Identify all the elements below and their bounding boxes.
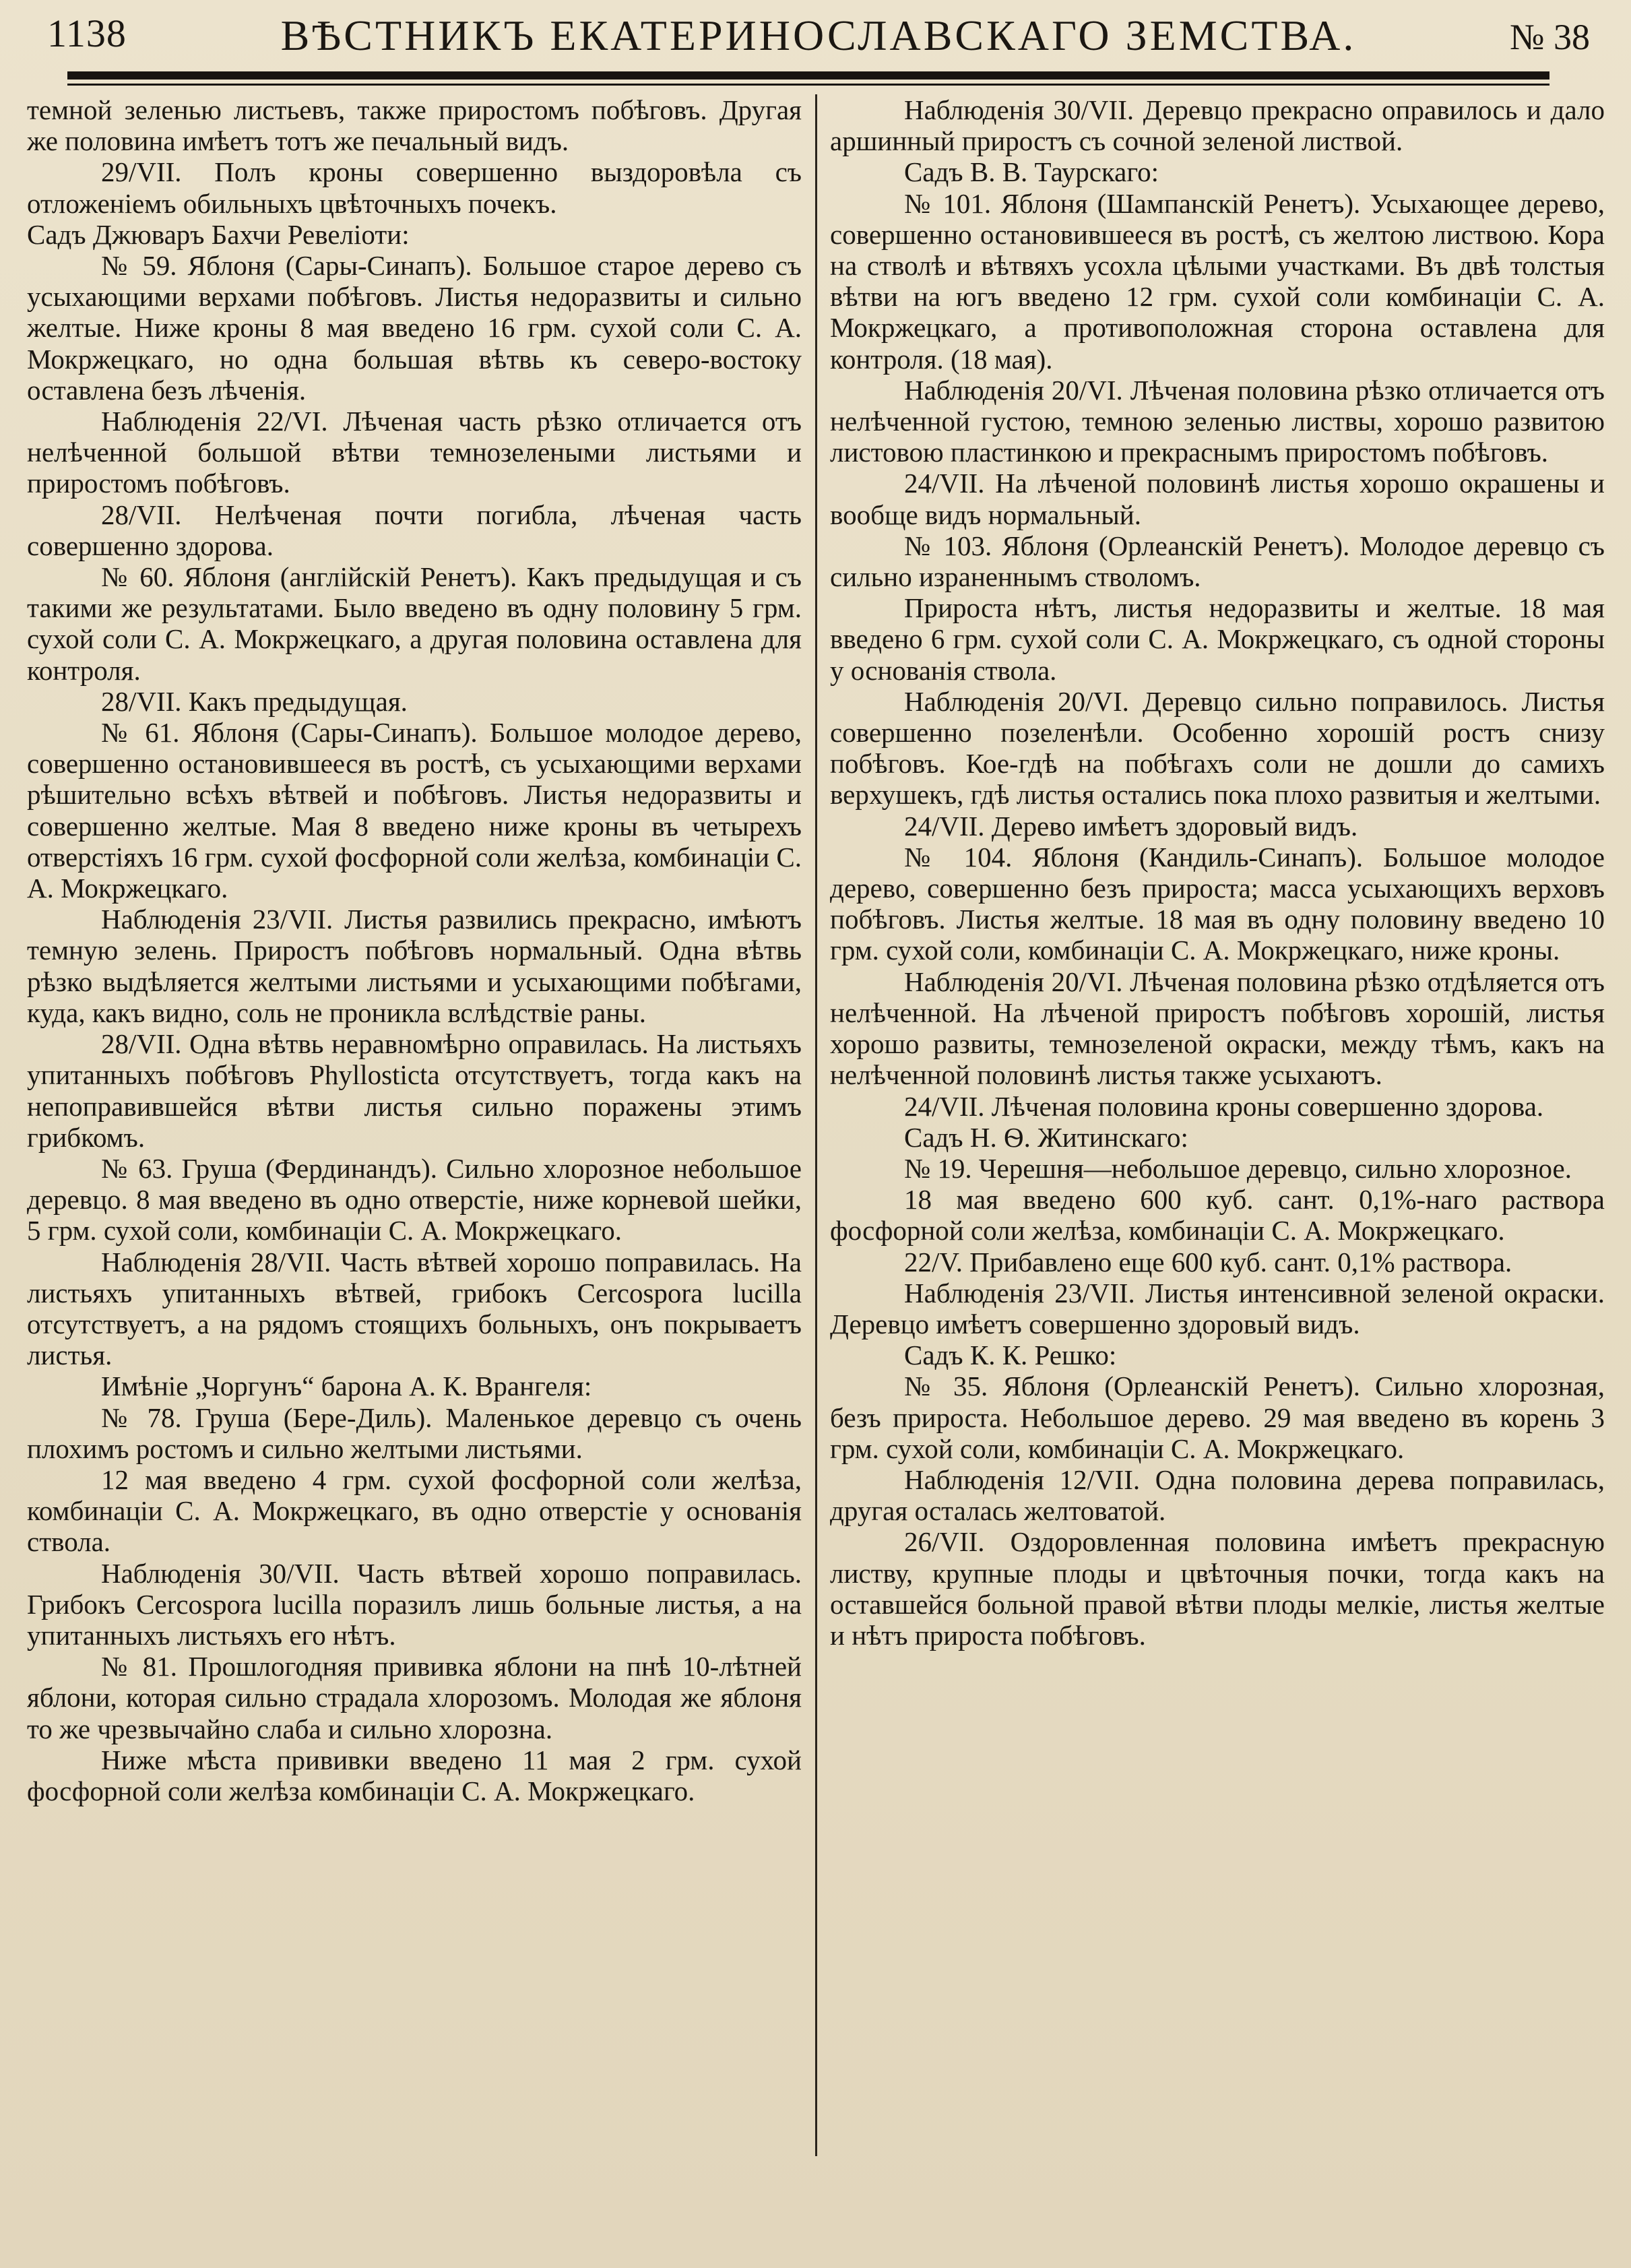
section-heading: Садъ В. В. Таурскаго:: [904, 156, 1159, 188]
issue-number: № 38: [1509, 17, 1590, 57]
column-divider: [815, 94, 817, 2156]
page-header: [47, 5, 1590, 67]
paragraph: № 59. Яблоня (Сары-Синапъ). Большое старое дерево съ усыхающими верхами побѣговъ. Листья недоразвиты и сильно желтые. Ниже кроны 8 мая введено 16 грм. сухой соли С. А. Мокржецкаго, но одна большая вѣтвь къ северо-востоку оставлена безъ лѣченія.: [27, 250, 802, 406]
paragraph: № 35. Яблоня (Орлеанскій Ренетъ). Сильно хлорозная, безъ прироста. Небольшое дерево. 29 мая введено въ корень 3 грм. сухой соли, комбинаціи С. А. Мокржецкаго.: [830, 1371, 1605, 1464]
section-heading: Имѣніе „Чоргунъ“ барона А. К. Врангеля:: [101, 1371, 592, 1402]
paragraph: 18 мая введено 600 куб. сант. 0,1%-наго раствора фосфорной соли желѣза, комбинаціи С. А. Мокржецкаго.: [830, 1184, 1605, 1247]
paragraph: Наблюденія 20/VI. Лѣченая половина рѣзко отличается отъ нелѣченной густою, темною зеленью листвы, хорошо развитою листовою пластинкою и прекраснымъ приростомъ побѣговъ.: [830, 374, 1605, 468]
paragraph: № 61. Яблоня (Сары-Синапъ). Большое молодое дерево, совершенно остановившееся въ ростѣ, съ усыхающими верхами рѣшительно всѣхъ вѣтвей и побѣговъ. Листья недоразвиты и совершенно желтые. Мая 8 введено ниже кроны въ четырехъ отверстіяхъ 16 грм. сухой фосфорной соли желѣза, комбинаціи С. А. Мокржецкаго.: [27, 717, 802, 904]
paragraph: темной зеленью листьевъ, также приростомъ побѣговъ. Другая же половина имѣетъ тотъ же печальный видъ.: [27, 94, 802, 157]
paragraph: Наблюденія 12/VII. Одна половина дерева поправилась, другая осталась желтоватой.: [830, 1463, 1605, 1527]
paragraph: 12 мая введено 4 грм. сухой фосфорной соли желѣза, комбинаціи С. А. Мокржецкаго, въ одно отверстіе у основанія ствола.: [27, 1463, 802, 1558]
paragraph: Наблюденія 30/VII. Часть вѣтвей хорошо поправилась. Грибокъ Cercospora lucilla поразилъ лишь больные листья, а на упитанныхъ листьяхъ его нѣтъ.: [27, 1557, 802, 1651]
paragraph: № 81. Прошлогодняя прививка яблони на пнѣ 10-лѣтней яблони, которая сильно страдала хлорозомъ. Молодая же яблоня то же чрезвычайно слаба и сильно хлорозна.: [27, 1651, 802, 1744]
paragraph: 24/VII. Лѣченая половина кроны совершенно здорова.: [904, 1090, 1544, 1122]
journal-title: ВѢСТНИКЪ ЕКАТЕРИНОСЛАВСКАГО ЗЕМСТВА.: [280, 11, 1357, 59]
paragraph: № 19. Черешня—небольшое деревцо, сильно хлорозное.: [904, 1152, 1572, 1184]
paragraph: Прироста нѣтъ, листья недоразвиты и желтые. 18 мая введено 6 грм. сухой соли С. А. Мокржецкаго, съ одной стороны у основанія ствола.: [830, 592, 1605, 686]
section-heading: Садъ Джюваръ Бахчи Ревеліоти:: [27, 218, 410, 250]
right-column: [830, 94, 1605, 1651]
paragraph: 29/VII. Полъ кроны совершенно выздоровѣла съ отложеніемъ обильныхъ цвѣточныхъ почекъ.: [27, 156, 802, 219]
paragraph: 22/V. Прибавлено еще 600 куб. сант. 0,1% раствора.: [904, 1246, 1512, 1278]
paragraph: Наблюденія 20/VI. Деревцо сильно поправилось. Листья совершенно позеленѣли. Особенно хорошій ростъ снизу побѣговъ. Кое-гдѣ на побѣгахъ соли не дошли до самихъ верхушекъ, гдѣ листья остались пока плохо развитыя и желтыми.: [830, 685, 1605, 811]
header-rule-thin: [67, 84, 1549, 86]
paragraph: № 63. Груша (Фердинандъ). Сильно хлорозное небольшое деревцо. 8 мая введено въ одно отверстіе, ниже корневой шейки, 5 грм. сухой соли, комбинаціи С. А. Мокржецкаго.: [27, 1152, 802, 1247]
paragraph: № 103. Яблоня (Орлеанскій Ренетъ). Молодое деревцо съ сильно израненнымъ стволомъ.: [830, 530, 1605, 593]
paragraph: 26/VII. Оздоровленная половина имѣетъ прекрасную листву, крупные плоды и цвѣточныя почки, тогда какъ на оставшейся больной правой вѣтви плоды мелкіе, листья желтые и нѣтъ прироста побѣговъ.: [830, 1526, 1605, 1651]
paragraph: № 78. Груша (Бере-Диль). Маленькое деревцо съ очень плохимъ ростомъ и сильно желтыми листьями.: [27, 1401, 802, 1464]
paragraph: 28/VII. Одна вѣтвь неравномѣрно оправилась. На листьяхъ упитанныхъ побѣговъ Phyllosticta отсутствуетъ, тогда какъ на непоправившейся вѣтви листья сильно поражены этимъ грибкомъ.: [27, 1028, 802, 1153]
paragraph: № 101. Яблоня (Шампанскій Ренетъ). Усыхающее дерево, совершенно остановившееся въ ростѣ, съ желтою листвою. Кора на стволѣ и вѣтвяхъ усохла цѣлыми участками. Въ двѣ толстыя вѣтви на югъ введено 12 грм. сухой соли комбинаціи С. А. Мокржецкаго, а противоположная сторона оставлена для контроля. (18 мая).: [830, 187, 1605, 375]
paragraph: Ниже мѣста прививки введено 11 мая 2 грм. сухой фосфорной соли желѣза комбинаціи С. А. Мокржецкаго.: [27, 1744, 802, 1806]
paragraph: 28/VII. Какъ предыдущая.: [101, 685, 408, 717]
paragraph: 28/VII. Нелѣченая почти погибла, лѣченая часть совершенно здорова.: [27, 499, 802, 561]
header-rule-thick: [67, 71, 1549, 80]
paragraph: № 104. Яблоня (Кандиль-Синапъ). Большое молодое дерево, совершенно безъ прироста; масса усыхающихъ верховъ побѣговъ. Листья желтые. 18 мая въ одну половину введено 10 грм. сухой соли, комбинаціи С. А. Мокржецкаго, ниже кроны.: [830, 841, 1605, 966]
paragraph: Наблюденія 30/VII. Деревцо прекрасно оправилось и дало аршинный приростъ съ сочной зеленой листвой.: [830, 94, 1605, 157]
paragraph: Наблюденія 23/VII. Листья развились прекрасно, имѣютъ темную зелень. Приростъ побѣговъ нормальный. Одна вѣтвь рѣзко выдѣляется желтыми листьями и усыхающими побѣгами, куда, какъ видно, соль не проникла вслѣдствіе раны.: [27, 904, 802, 1028]
section-heading: Садъ К. К. Решко:: [904, 1340, 1117, 1371]
paragraph: Наблюденія 28/VII. Часть вѣтвей хорошо поправилась. На листьяхъ упитанныхъ вѣтвей, грибокъ Cercospora lucilla отсутствуетъ, а на рядомъ стоящихъ больныхъ, онъ покрываетъ листья.: [27, 1246, 802, 1371]
page-number: 1138: [47, 11, 127, 55]
paragraph: 24/VII. На лѣченой половинѣ листья хорошо окрашены и вообще видъ нормальный.: [830, 468, 1605, 530]
paragraph: № 60. Яблоня (англійскій Ренетъ). Какъ предыдущая и съ такими же результатами. Было введено въ одну половину 5 грм. сухой соли С. А. Мокржецкаго, а другая половина оставлена для контроля.: [27, 561, 802, 686]
paragraph: Наблюденія 22/VI. Лѣченая часть рѣзко отличается отъ нелѣченной большой вѣтви темнозелеными листьями и приростомъ побѣговъ.: [27, 406, 802, 499]
paragraph: Наблюденія 23/VII. Листья интенсивной зеленой окраски. Деревцо имѣетъ совершенно здоровый видъ.: [830, 1277, 1605, 1340]
left-column: [27, 94, 802, 1806]
section-heading: Садъ Н. Ѳ. Житинскаго:: [904, 1121, 1188, 1153]
paragraph: Наблюденія 20/VI. Лѣченая половина рѣзко отдѣляется отъ нелѣченной. На лѣченой приростъ побѣговъ хорошій, листья хорошо развиты, темнозеленой окраски, между тѣмъ, какъ на нелѣченной половинѣ листья также усыхаютъ.: [830, 966, 1605, 1091]
paragraph: 24/VII. Дерево имѣетъ здоровый видъ.: [904, 810, 1358, 842]
